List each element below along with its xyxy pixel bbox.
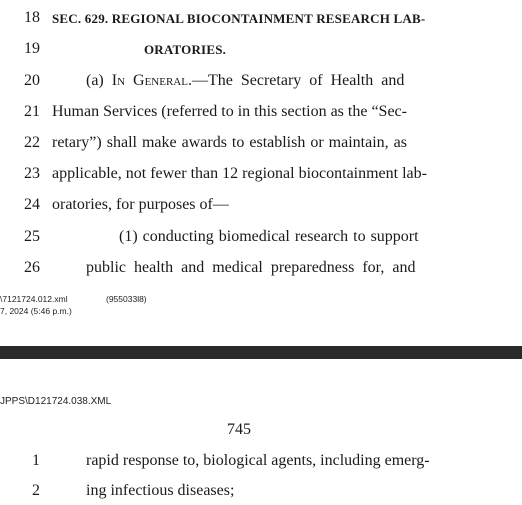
section-heading-continued: ORATORIES. <box>144 42 227 57</box>
line-number: 19 <box>24 40 40 57</box>
line-25 <box>0 227 522 247</box>
line-22 <box>0 133 522 153</box>
body-text: rapid response to, biological agents, including emerg- <box>86 452 430 469</box>
line-number: 23 <box>24 165 40 182</box>
line-number: 1 <box>32 452 40 469</box>
line-1 <box>0 451 522 471</box>
line-number: 25 <box>24 228 40 245</box>
line-number: 22 <box>24 134 40 151</box>
line-18 <box>0 8 522 28</box>
page-header-path: JPPS\D121724.038.XML <box>0 396 112 407</box>
subsection-a <box>86 71 404 91</box>
line-21 <box>0 102 522 122</box>
line-number: 18 <box>24 9 40 26</box>
line-24 <box>0 195 522 215</box>
body-text: Human Services (referred to in this section as the “Sec- <box>52 103 407 120</box>
line-number: 24 <box>24 196 40 213</box>
footer-file: \7121724.012.xml <box>0 294 68 304</box>
subsection-title: In General. <box>111 72 192 89</box>
section-heading: SEC. 629. REGIONAL BIOCONTAINMENT RESEARCH LAB- <box>52 11 426 26</box>
line-20 <box>0 71 522 91</box>
page-number: 745 <box>227 421 251 438</box>
body-text: applicable, not fewer than 12 regional biocontainment lab- <box>52 165 427 182</box>
line-26 <box>0 258 522 278</box>
line-23 <box>0 164 522 184</box>
body-text: retary”) shall make awards to establish or maintain, as <box>52 134 407 151</box>
footer-code: (955033l8) <box>106 294 147 304</box>
footer-date: 7, 2024 (5:46 p.m.) <box>0 306 72 316</box>
body-text: public health and medical preparedness for, and <box>86 259 416 276</box>
body-text: oratories, for purposes of— <box>52 196 229 213</box>
line-19 <box>0 39 522 59</box>
body-text: —The Secretary of Health and <box>191 72 405 89</box>
body-text: ing infectious diseases; <box>86 482 235 499</box>
paragraph-1: (1) conducting biomedical research to support <box>119 228 419 245</box>
line-number: 26 <box>24 259 40 276</box>
line-2 <box>0 481 522 501</box>
line-number: 20 <box>24 72 40 89</box>
line-number: 2 <box>32 482 40 499</box>
line-number: 21 <box>24 103 40 120</box>
subsection-label: (a) <box>86 72 112 89</box>
page-separator <box>0 346 522 359</box>
